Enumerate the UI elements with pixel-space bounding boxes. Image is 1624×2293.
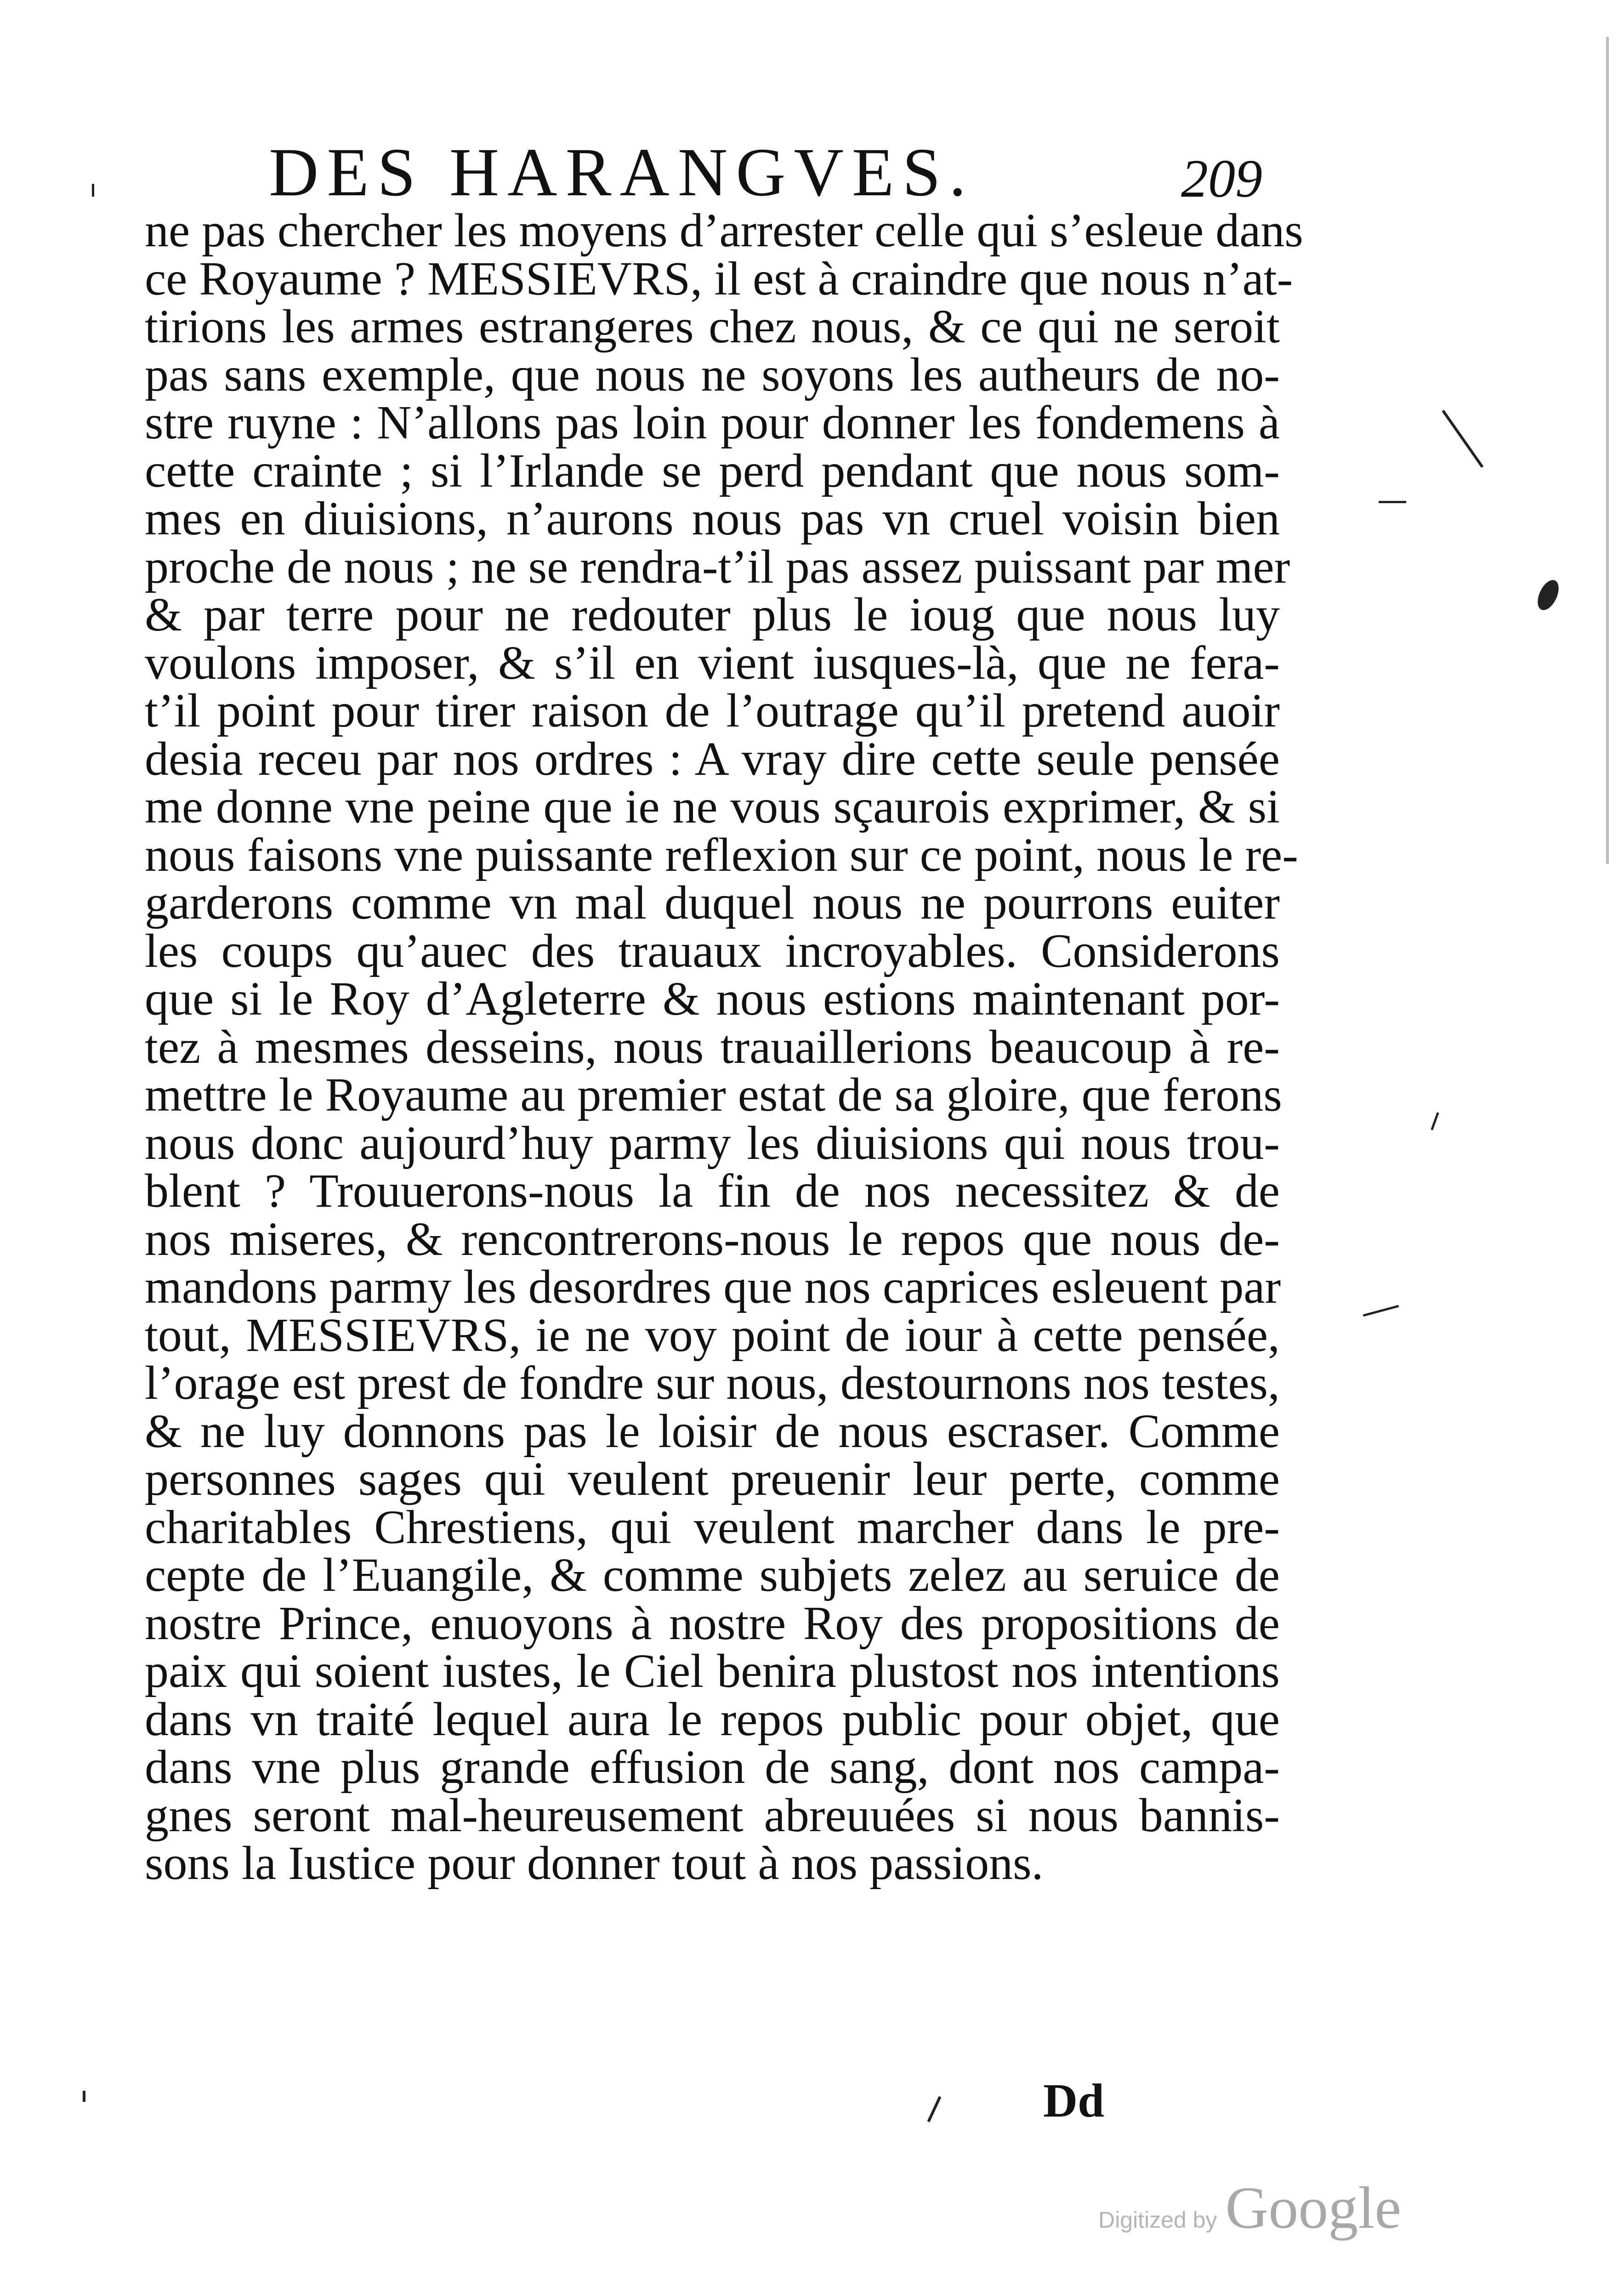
text-line: l’orage est prest de fondre sur nous, destournons nos testes, <box>145 1357 1280 1409</box>
text-line: & ne luy donnons pas le loisir de nous escraser. Comme <box>145 1404 1280 1458</box>
running-title: DES HARANGVES. <box>269 134 975 210</box>
text-line: gnes seront mal-heureusement abreuuées si nous bannis- <box>145 1788 1280 1842</box>
text-line: charitables Chrestiens, qui veulent marcher dans le pre- <box>145 1500 1280 1554</box>
text-line: stre ruyne : N’allons pas loin pour donner les fondemens à <box>145 396 1280 449</box>
text-line: t’il point pour tirer raison de l’outrage qu’il pretend auoir <box>145 684 1280 737</box>
text-line: blent ? Trouuerons-nous la fin de nos necessitez & de <box>145 1164 1280 1217</box>
text-line: dans vne plus grande effusion de sang, dont nos campa- <box>145 1741 1280 1794</box>
scan-speck <box>1533 577 1563 613</box>
text-line: dans vn traité lequel aura le repos public pour objet, que <box>145 1692 1280 1746</box>
scan-speck <box>1363 1305 1399 1317</box>
scan-speck <box>83 2091 85 2102</box>
text-line: tirions les armes estrangeres chez nous, & ce qui ne seroit <box>145 300 1280 353</box>
text-line: tez à mesmes desseins, nous trauaillerions beaucoup à re- <box>145 1020 1280 1073</box>
text-line: tout, MESSIEVRS, ie ne voy point de iour à cette pensée, <box>145 1308 1280 1362</box>
digitization-watermark <box>1098 2175 1402 2241</box>
digitized-by-text: Digitized by <box>1098 2207 1217 2233</box>
text-line: cepte de l’Euangile, & comme subjets zelez au seruice de <box>145 1549 1280 1601</box>
text-line: que si le Roy d’Agleterre & nous estions maintenant por- <box>145 972 1280 1025</box>
text-line: nostre Prince, enuoyons à nostre Roy des propositions de <box>145 1596 1280 1650</box>
text-line: nous faisons vne puissante reflexion sur ce point, nous le re- <box>145 828 1298 881</box>
text-line: paix qui soient iustes, le Ciel benira plustost nos intentions <box>145 1645 1280 1697</box>
google-logo: Google <box>1225 2175 1402 2241</box>
text-line: mandons parmy les desordres que nos caprices esleuent par <box>145 1260 1281 1313</box>
scan-speck <box>1606 37 1609 864</box>
text-line: mettre le Royaume au premier estat de sa gloire, que ferons <box>145 1068 1282 1121</box>
scan-speck <box>927 2096 942 2123</box>
text-line: personnes sages qui veulent preuenir leur perte, comme <box>145 1453 1280 1505</box>
text-line: nos miseres, & rencontrerons-nous le repos que nous de- <box>145 1212 1280 1266</box>
text-line: sons la Iustice pour donner tout à nos passions. <box>145 1837 1044 1890</box>
scan-speck <box>1379 501 1406 503</box>
catchword: Dd <box>1043 2074 1104 2127</box>
text-line: ne pas chercher les moyens d’arrester celle qui s’esleue dans <box>145 204 1303 257</box>
text-line: desia receu par nos ordres : A vray dire cette seule pensée <box>145 732 1280 785</box>
scan-speck <box>1431 1112 1439 1130</box>
text-line: me donne vne peine que ie ne vous sçaurois exprimer, & si <box>145 780 1280 833</box>
text-line: & par terre pour ne redouter plus le ioug que nous luy <box>145 588 1280 641</box>
text-line: mes en diuisions, n’aurons nous pas vn cruel voisin bien <box>145 492 1280 545</box>
page-number: 209 <box>1181 148 1262 209</box>
text-line: cette crainte ; si l’Irlande se perd pendant que nous som- <box>145 444 1280 497</box>
body-text <box>145 204 1303 1890</box>
text-line: pas sans exemple, que nous ne soyons les autheurs de no- <box>145 348 1280 401</box>
text-line: garderons comme vn mal duquel nous ne pourrons euiter <box>145 876 1280 929</box>
scan-speck <box>1442 410 1484 468</box>
text-line: proche de nous ; ne se rendra-t’il pas assez puissant par mer <box>145 540 1290 593</box>
scan-speck <box>92 184 94 197</box>
text-line: nous donc aujourd’huy parmy les diuisions qui nous trou- <box>145 1116 1280 1169</box>
text-line: voulons imposer, & s’il en vient iusques-là, que ne fera- <box>145 636 1280 689</box>
text-line: les coups qu’auec des trauaux incroyables. Considerons <box>145 924 1280 977</box>
text-line: ce Royaume ? MESSIEVRS, il est à craindre que nous n’at- <box>145 252 1293 305</box>
